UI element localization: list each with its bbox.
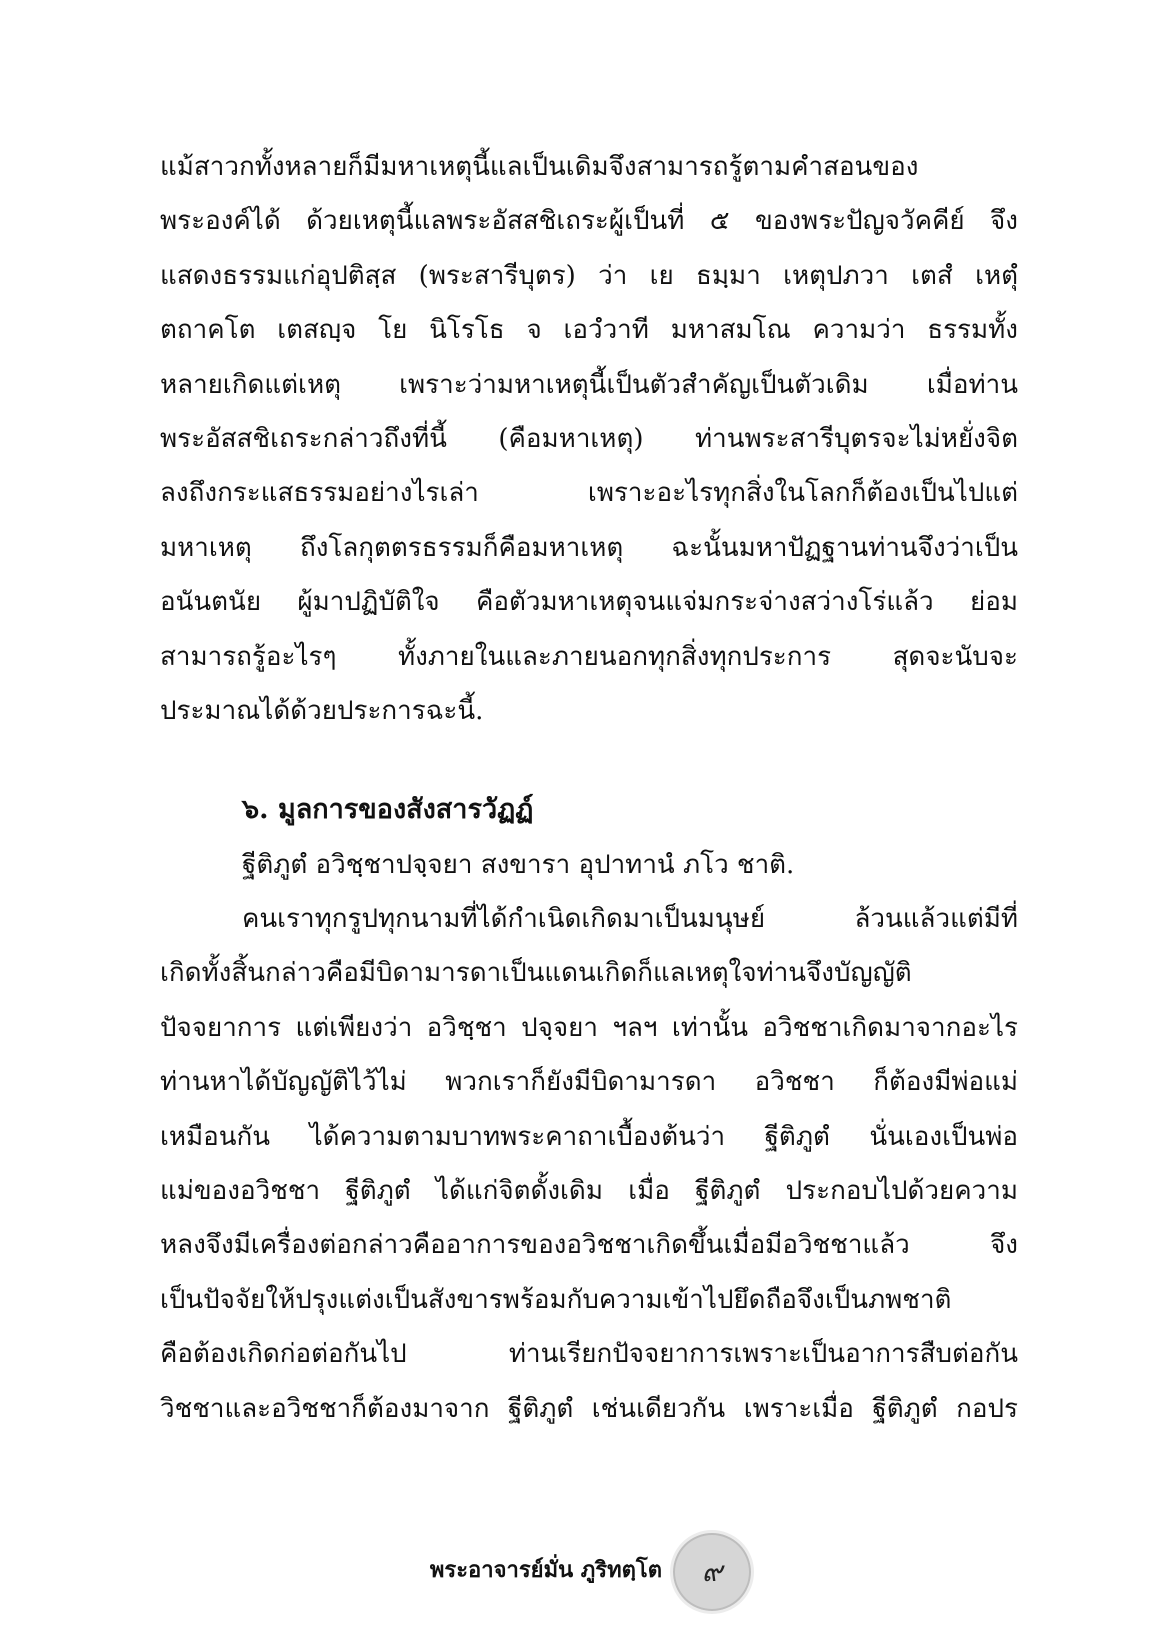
- paragraph-1: [160, 140, 1018, 738]
- page-number-badge: [670, 1530, 754, 1614]
- paragraph-2: [160, 892, 1018, 1436]
- paragraph-2-line: คนเราทุกรูปทุกนามที่ได้กำเนิดเกิดมาเป็นมนุษย์ ล้วนแล้วแต่มีที่: [242, 904, 1018, 934]
- paragraph-2-line: หลงจึงมีเครื่องต่อกล่าวคืออาการของอวิชชาเกิดขึ้นเมื่อมีอวิชชาแล้ว จึง: [160, 1230, 1018, 1261]
- paragraph-2-line: เป็นปัจจัยให้ปรุงแต่งเป็นสังขารพร้อมกับความเข้าไปยึดถือจึงเป็นภพชาติ: [160, 1284, 952, 1315]
- paragraph-2-line: ท่านหาได้บัญญัติไว้ไม่ พวกเราก็ยังมีบิดามารดา อวิชชา ก็ต้องมีพ่อแม่: [160, 1067, 1018, 1098]
- paragraph-1-line: แสดงธรรมแก่อุปติสฺส (พระสารีบุตร) ว่า เย ธมฺมา เหตุปภวา เตสํ เหตุํ: [160, 260, 1018, 291]
- section-heading: ๖. มูลการของสังสารวัฏฏ์: [242, 794, 534, 825]
- paragraph-1-line: สามารถรู้อะไรๆ ทั้งภายในและภายนอกทุกสิ่งทุกประการ สุดจะนับจะ: [160, 641, 1018, 672]
- paragraph-2-line: วิชชาและอวิชชาก็ต้องมาจาก ฐีติภูตํ เช่นเดียวกัน เพราะเมื่อ ฐีติภูตํ กอปร: [160, 1393, 1018, 1424]
- footer-title: พระอาจารย์มั่น ภูริทตฺโต: [429, 1557, 662, 1583]
- paragraph-1-line: แม้สาวกทั้งหลายก็มีมหาเหตุนี้แลเป็นเดิมจึงสามารถรู้ตามคำสอนของ: [160, 152, 919, 182]
- paragraph-1-line: อนันตนัย ผู้มาปฏิบัติใจ คือตัวมหาเหตุจนแจ่มกระจ่างสว่างโร่แล้ว ย่อม: [160, 587, 1018, 618]
- paragraph-1-line: ประมาณได้ด้วยประการฉะนี้.: [160, 695, 484, 726]
- paragraph-1-line: หลายเกิดแต่เหตุ เพราะว่ามหาเหตุนี้เป็นตัวสำคัญเป็นตัวเดิม เมื่อท่าน: [160, 369, 1018, 400]
- paragraph-2-line: แม่ของอวิชชา ฐีติภูตํ ได้แก่จิตดั้งเดิม เมื่อ ฐีติภูตํ ประกอบไปด้วยความ: [160, 1175, 1018, 1206]
- paragraph-1-line: มหาเหตุ ถึงโลกุตตรธรรมก็คือมหาเหตุ ฉะนั้นมหาปัฏฐานท่านจึงว่าเป็น: [160, 532, 1018, 563]
- paragraph-2-line: เหมือนกัน ได้ความตามบาทพระคาถาเบื้องต้นว่า ฐีติภูตํ นั่นเองเป็นพ่อ: [160, 1121, 1018, 1152]
- paragraph-2-line: เกิดทั้งสิ้นกล่าวคือมีบิดามารดาเป็นแดนเกิดก็แลเหตุใจท่านจึงบัญญัติ: [160, 958, 912, 989]
- paragraph-1-line: ลงถึงกระแสธรรมอย่างไรเล่า เพราะอะไรทุกสิ่งในโลกก็ต้องเป็นไปแต่: [160, 478, 1018, 509]
- paragraph-2-line: ปัจจยาการ แต่เพียงว่า อวิชฺชา ปจฺจยา ฯลฯ เท่านั้น อวิชชาเกิดมาจากอะไร: [160, 1012, 1018, 1043]
- paragraph-2-line: คือต้องเกิดก่อต่อกันไป ท่านเรียกปัจจยาการเพราะเป็นอาการสืบต่อกัน: [160, 1339, 1018, 1370]
- paragraph-1-line: พระอัสสชิเถระกล่าวถึงที่นี้ (คือมหาเหตุ) ท่านพระสารีบุตรจะไม่หยั่งจิต: [160, 423, 1018, 454]
- page-number: ๙: [701, 1555, 723, 1588]
- page-footer: [0, 1530, 1169, 1610]
- pali-verse: ฐีติภูตํ อวิชฺชาปจฺจยา สงขารา อุปาทานํ ภโว ชาติ.: [242, 850, 795, 880]
- paragraph-1-line: พระองค์ได้ ด้วยเหตุนี้แลพระอัสสชิเถระผู้เป็นที่ ๕ ของพระปัญจวัคคีย์ จึง: [160, 206, 1018, 237]
- paragraph-1-line: ตถาคโต เตสญฺจ โย นิโรโธ จ เอวํวาที มหาสมโณ ความว่า ธรรมทั้ง: [160, 315, 1018, 346]
